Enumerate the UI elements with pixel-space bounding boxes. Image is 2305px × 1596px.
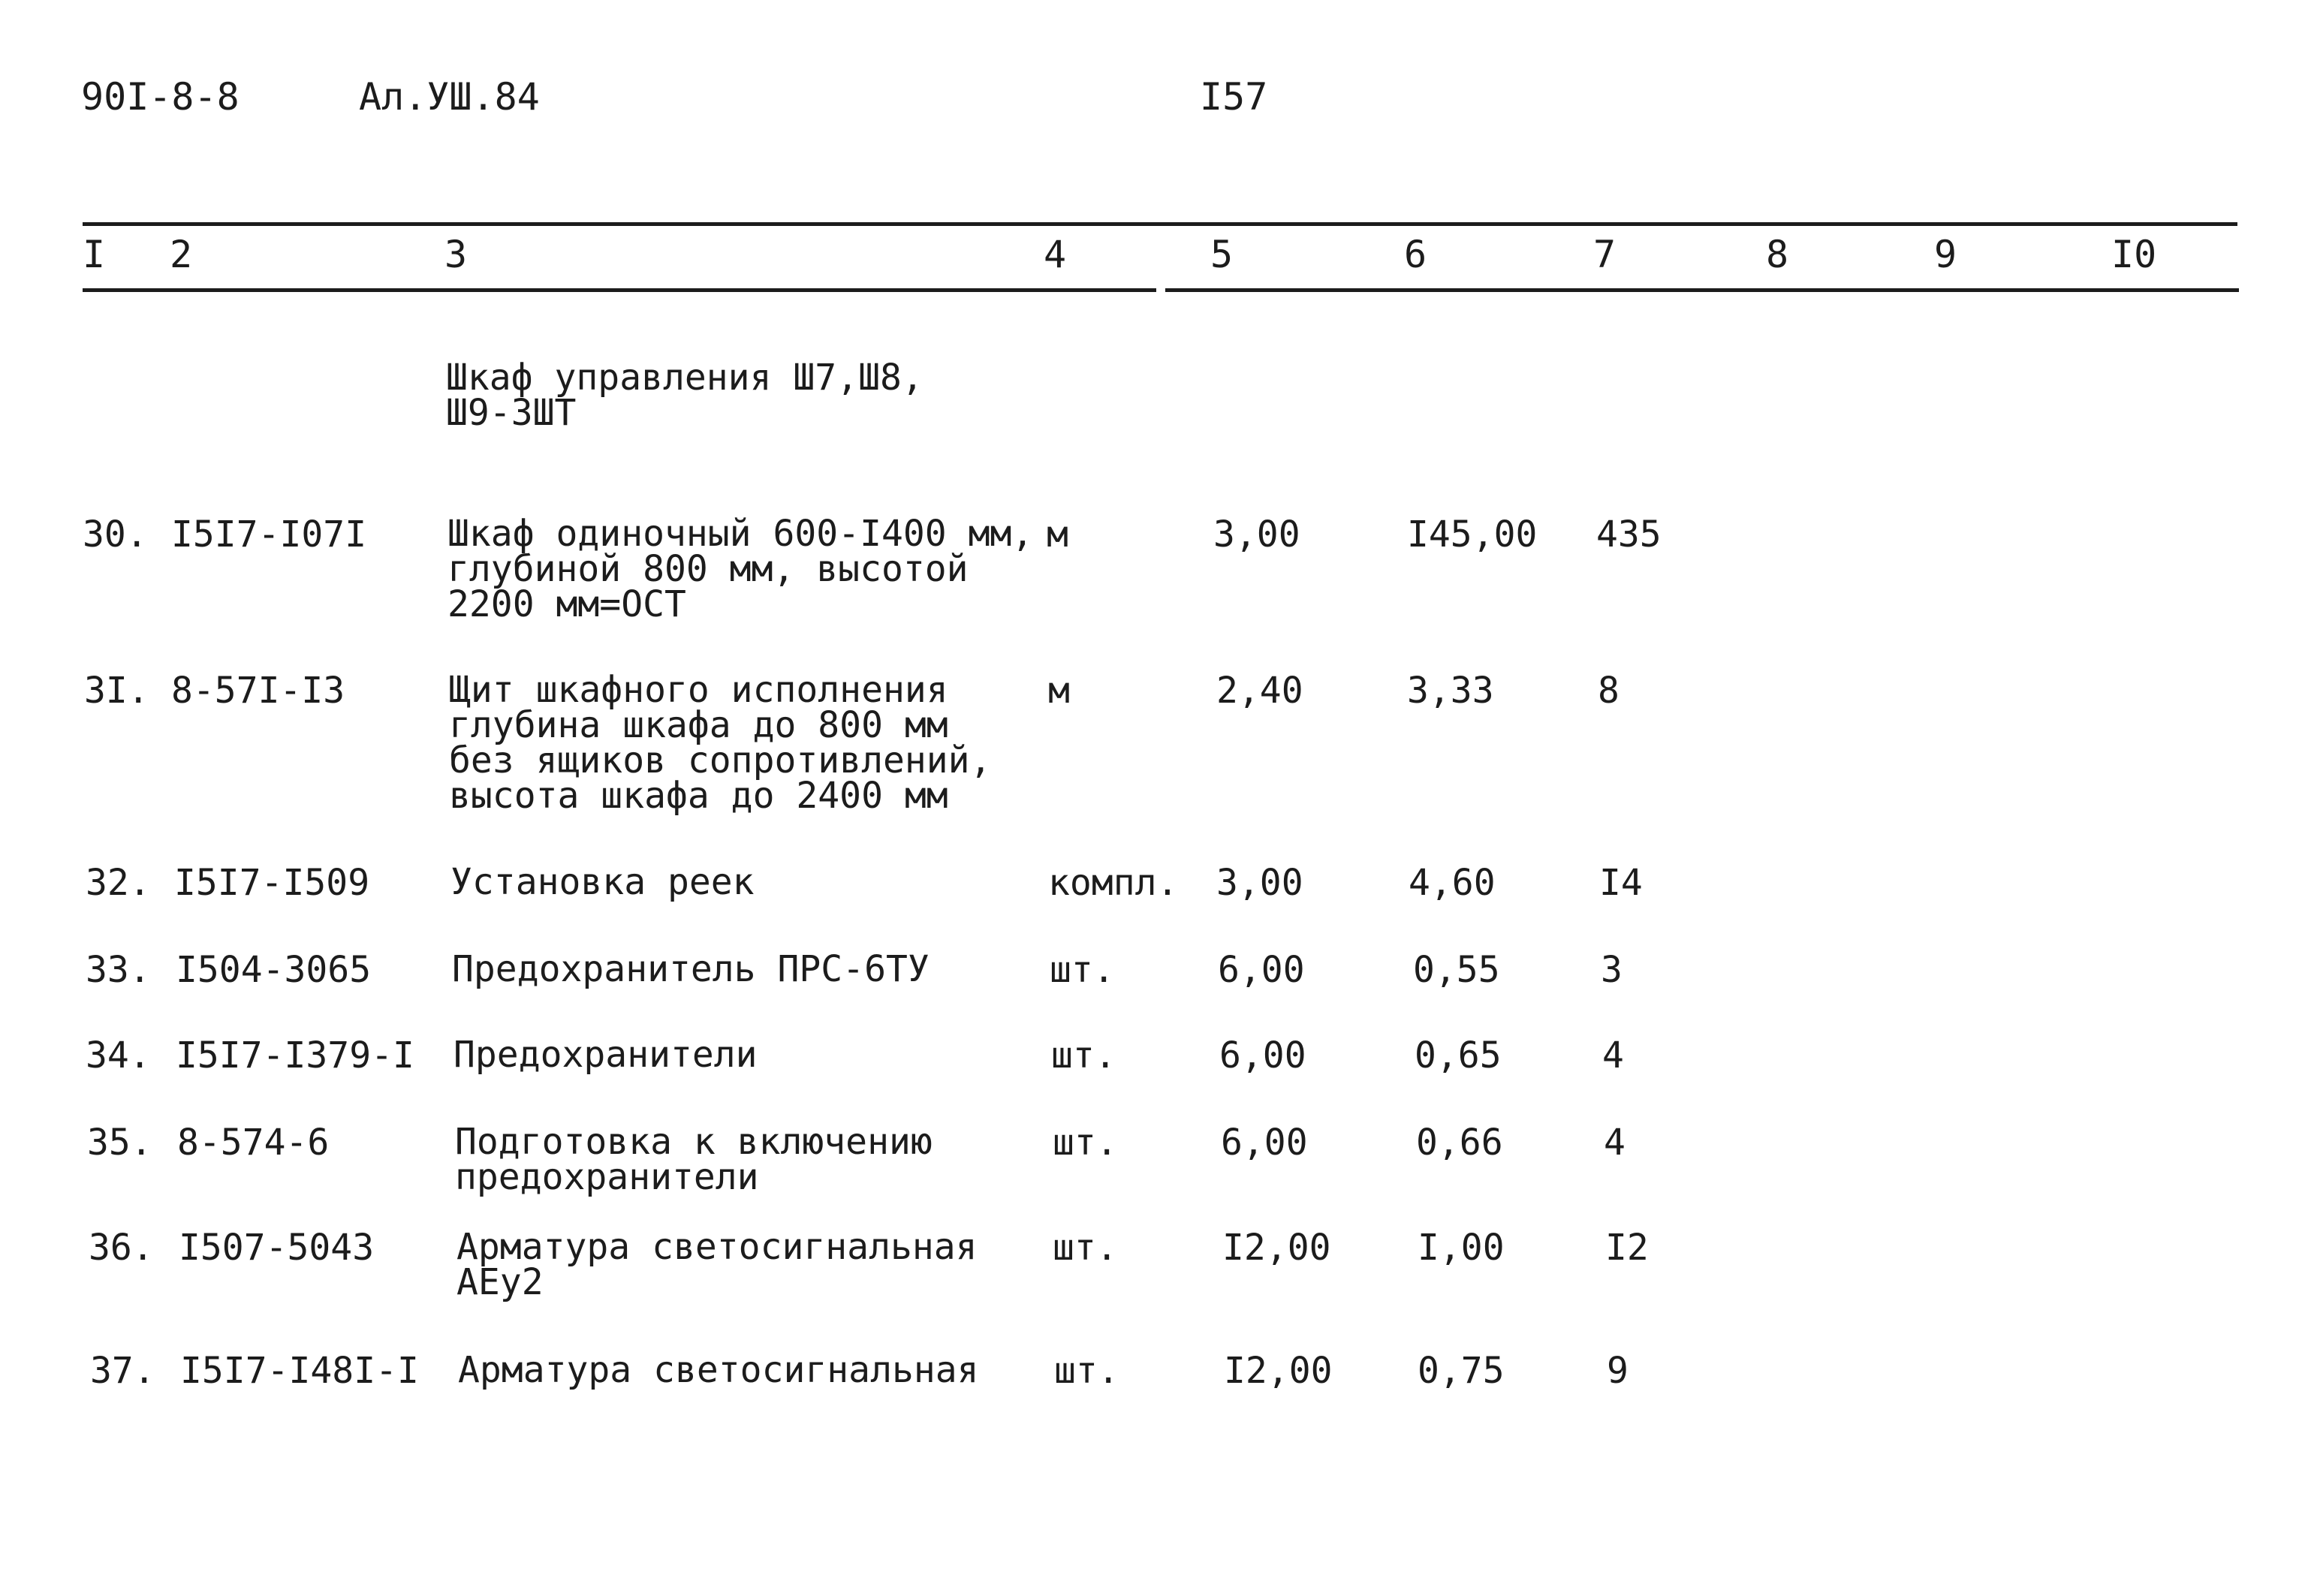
row-price: 0,55 <box>1413 949 1500 991</box>
column-header-1: I <box>83 233 106 276</box>
row-number: 34. <box>86 1034 151 1077</box>
row-quantity: 6,00 <box>1221 1122 1308 1164</box>
row-total: 8 <box>1598 670 1620 712</box>
row-code: I5I7-I07I <box>171 513 367 556</box>
row-description <box>447 513 1034 625</box>
table-header-rule-right <box>1165 288 2239 292</box>
description-line: предохранители <box>455 1156 759 1198</box>
row-total: 4 <box>1602 1034 1624 1077</box>
row-code: I504-3065 <box>176 949 372 991</box>
description-line: Предохранитель ПРС-6ТУ <box>452 948 930 990</box>
description-line: Арматура светосигнальная <box>458 1349 979 1391</box>
row-code: I5I7-I48I-I <box>180 1350 419 1392</box>
row-quantity: 6,00 <box>1218 949 1305 991</box>
row-number: 35. <box>87 1122 152 1164</box>
row-quantity: 2,40 <box>1216 670 1303 712</box>
row-unit: шт. <box>1053 1227 1118 1269</box>
row-code: I5I7-I509 <box>174 862 370 904</box>
row-code: 8-57I-I3 <box>171 670 345 712</box>
page-number: I57 <box>1200 75 1268 119</box>
row-description <box>449 669 992 817</box>
column-header-9: 9 <box>1934 233 1957 276</box>
row-total: I4 <box>1599 862 1643 904</box>
column-header-4: 4 <box>1044 233 1067 276</box>
row-price: I,00 <box>1418 1227 1505 1269</box>
row-quantity: 6,00 <box>1219 1034 1306 1077</box>
column-header-5: 5 <box>1210 233 1234 276</box>
row-number: 33. <box>86 949 151 991</box>
description-line: Шкаф одиночный 600-I400 мм, <box>447 513 1034 555</box>
column-header-10: I0 <box>2111 233 2157 276</box>
row-unit: шт. <box>1054 1350 1119 1392</box>
description-line: глубиной 800 мм, высотой <box>447 548 969 590</box>
row-total: 4 <box>1604 1122 1626 1164</box>
row-number: 32. <box>86 862 151 904</box>
row-unit: м <box>1048 670 1070 712</box>
row-number: 3I. <box>84 670 149 712</box>
description-line: высота шкафа до 2400 мм <box>449 775 948 817</box>
row-total: 9 <box>1607 1350 1629 1392</box>
row-quantity: 3,00 <box>1216 862 1303 904</box>
description-line: Предохранители <box>453 1034 758 1076</box>
row-code: 8-574-6 <box>177 1122 330 1164</box>
row-price: 0,65 <box>1415 1034 1502 1077</box>
column-header-7: 7 <box>1593 233 1617 276</box>
description-line: Установка реек <box>450 861 755 903</box>
row-description <box>456 1226 978 1303</box>
row-price: 0,66 <box>1416 1122 1503 1164</box>
row-description <box>452 948 930 990</box>
description-line: глубина шкафа до 800 мм <box>449 704 948 746</box>
row-description <box>453 1034 758 1076</box>
row-quantity: I2,00 <box>1222 1227 1331 1269</box>
description-line: Щит шкафного исполнения <box>449 669 948 711</box>
row-unit: м <box>1047 513 1068 556</box>
description-line: АЕу2 <box>456 1261 544 1303</box>
row-description <box>458 1349 979 1391</box>
document-code: 90I-8-8 <box>81 75 240 119</box>
row-unit: шт. <box>1051 1034 1116 1077</box>
section-title-line: Ш9-ЗШТ <box>446 392 577 434</box>
description-line: без ящиков сопротивлений, <box>449 739 992 781</box>
row-unit: компл. <box>1048 862 1179 904</box>
row-code: I507-5043 <box>179 1227 375 1269</box>
table-header-rule-left <box>83 288 1156 292</box>
row-price: 0,75 <box>1418 1350 1505 1392</box>
row-quantity: I2,00 <box>1224 1350 1333 1392</box>
row-unit: шт. <box>1050 949 1115 991</box>
row-total: 435 <box>1596 513 1662 556</box>
row-total: I2 <box>1605 1227 1649 1269</box>
row-quantity: 3,00 <box>1213 513 1300 556</box>
row-code: I5I7-I379-I <box>176 1034 414 1077</box>
description-line: Подготовка к включению <box>455 1121 933 1163</box>
description-line: 2200 мм=ОСТ <box>447 583 686 625</box>
section-title-line: Шкаф управления Ш7,Ш8, <box>446 357 924 399</box>
row-number: 37. <box>90 1350 155 1392</box>
column-header-6: 6 <box>1404 233 1427 276</box>
row-description <box>450 861 755 903</box>
album-reference: Ал.УШ.84 <box>359 75 540 119</box>
row-description <box>455 1121 933 1198</box>
column-header-2: 2 <box>170 233 193 276</box>
section-title <box>446 357 924 434</box>
description-line: Арматура светосигнальная <box>456 1226 978 1268</box>
row-number: 36. <box>89 1227 154 1269</box>
row-price: 4,60 <box>1409 862 1496 904</box>
column-header-8: 8 <box>1766 233 1789 276</box>
table-top-rule <box>83 222 2237 226</box>
row-total: 3 <box>1601 949 1623 991</box>
row-price: 3,33 <box>1407 670 1494 712</box>
row-number: 30. <box>83 513 148 556</box>
column-header-3: 3 <box>444 233 468 276</box>
row-price: I45,00 <box>1407 513 1538 556</box>
row-unit: шт. <box>1053 1122 1118 1164</box>
